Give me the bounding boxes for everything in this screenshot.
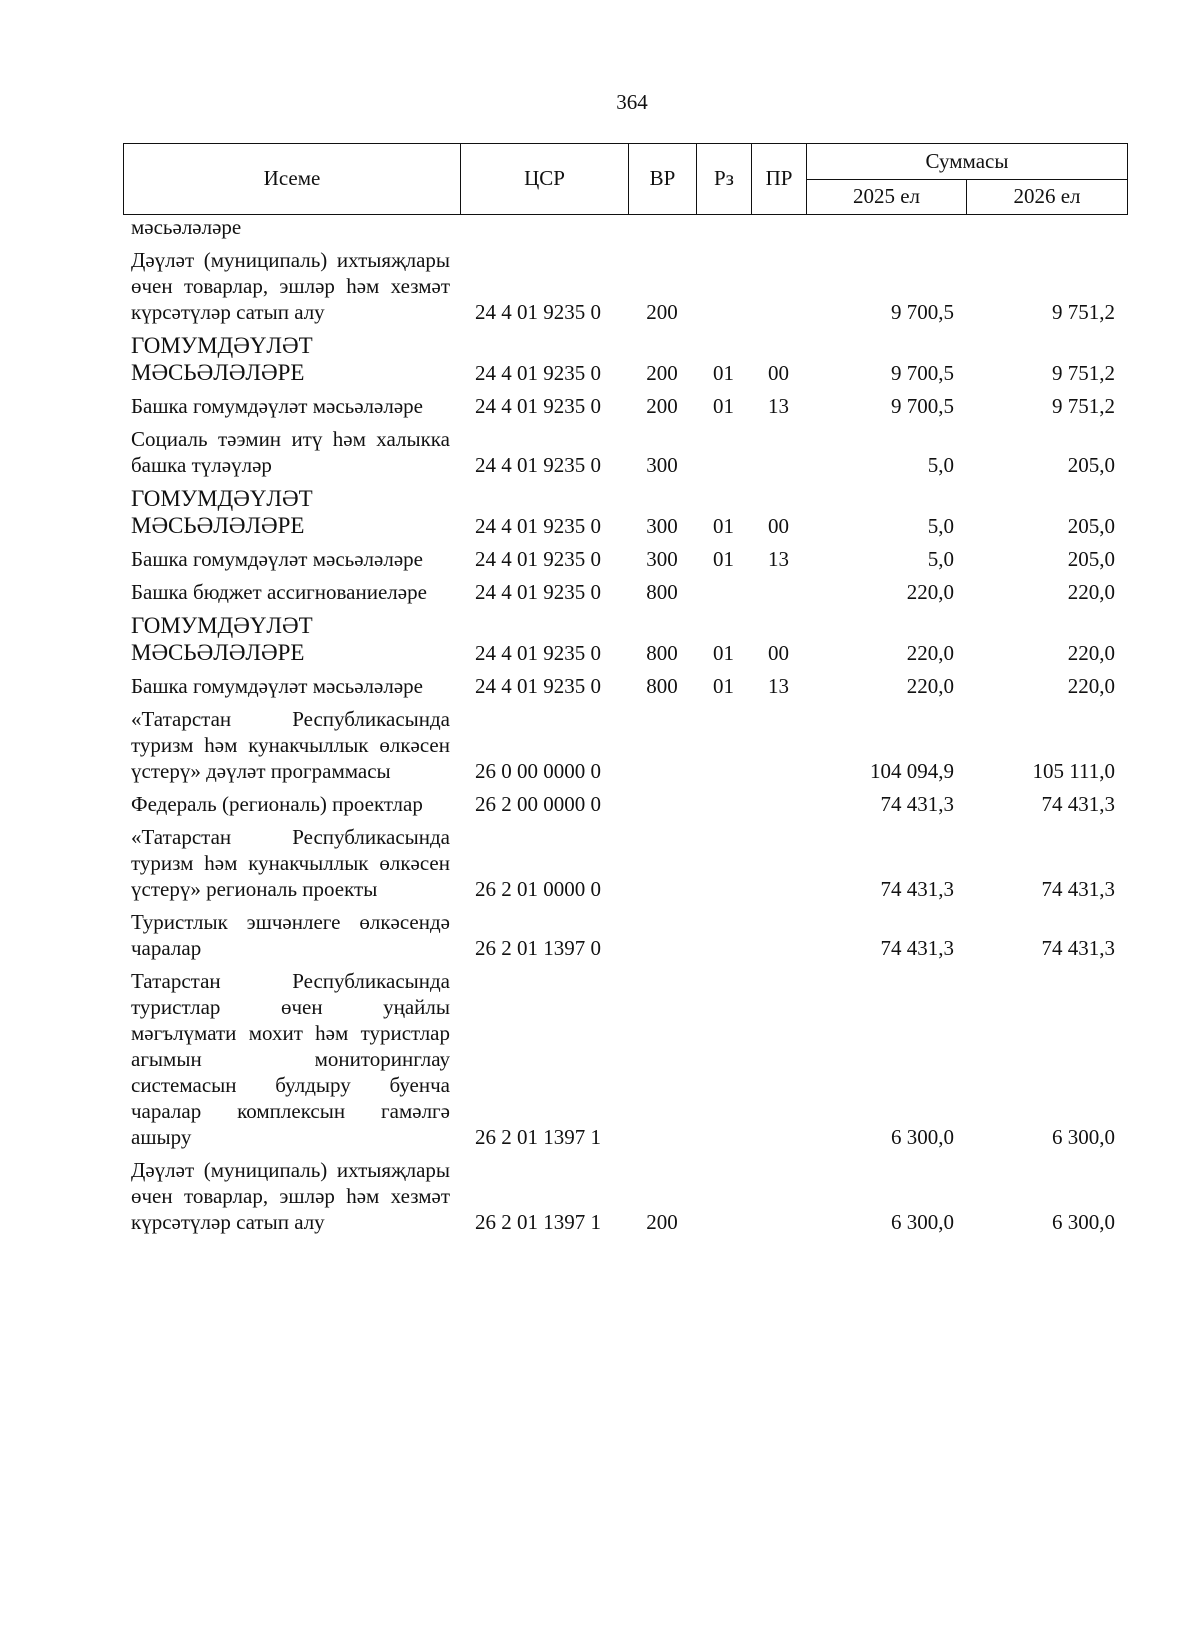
row-sum-2026: 105 111,0 bbox=[1032, 759, 1115, 783]
table-row bbox=[123, 485, 1147, 539]
row-pr-code: 00 bbox=[768, 514, 789, 538]
row-name: Башка гомумдәүләт мәсьәләләре bbox=[131, 674, 423, 698]
row-rz-code: 01 bbox=[713, 514, 734, 538]
row-csr-code: 24 4 01 9235 0 bbox=[475, 580, 601, 604]
col-header-year-2025: 2025 ел bbox=[807, 180, 967, 215]
page-number: 364 bbox=[616, 90, 648, 114]
row-vr-code: 800 bbox=[646, 580, 678, 604]
row-sum-2026: 74 431,3 bbox=[1041, 936, 1115, 960]
row-sum-2026: 205,0 bbox=[1067, 547, 1115, 571]
table-row bbox=[123, 579, 1147, 605]
row-sum-2026: 6 300,0 bbox=[1052, 1210, 1115, 1234]
row-rz-code: 01 bbox=[713, 361, 734, 385]
row-name: «Татарстан Республикасында туризм һәм кунакчыллык өлкәсен үстерү» дәүләт программасы bbox=[131, 707, 450, 783]
row-sum-2026: 205,0 bbox=[1067, 514, 1115, 538]
row-sum-2026: 6 300,0 bbox=[1052, 1125, 1115, 1149]
row-sum-2025: 220,0 bbox=[906, 580, 954, 604]
col-header-sum: Суммасы bbox=[807, 144, 1128, 180]
row-pr-code: 13 bbox=[768, 394, 789, 418]
row-rz-code: 01 bbox=[713, 674, 734, 698]
table-row bbox=[123, 673, 1147, 699]
row-sum-2026: 9 751,2 bbox=[1052, 394, 1115, 418]
row-vr-code: 300 bbox=[646, 453, 678, 477]
row-csr-code: 24 4 01 9235 0 bbox=[475, 453, 601, 477]
row-vr-code: 300 bbox=[646, 547, 678, 571]
row-sum-2025: 220,0 bbox=[906, 674, 954, 698]
row-pr-code: 13 bbox=[768, 547, 789, 571]
row-name: Татарстан Республикасында туристлар өчен уңайлы мәгълүмати мохит һәм туристлар агымын мониторинглау системасын булдыру буенча чаралар комплексын гамәлгә ашыру bbox=[131, 969, 450, 1149]
row-sum-2026: 205,0 bbox=[1067, 453, 1115, 477]
row-name: Башка гомумдәүләт мәсьәләләре bbox=[131, 394, 423, 418]
table-row bbox=[123, 824, 1147, 902]
row-vr-code: 800 bbox=[646, 674, 678, 698]
row-sum-2025: 6 300,0 bbox=[891, 1125, 954, 1149]
row-sum-2026: 9 751,2 bbox=[1052, 300, 1115, 324]
table-header bbox=[123, 143, 1128, 215]
row-csr-code: 26 2 00 0000 0 bbox=[475, 792, 601, 816]
row-name: ГОМУМДӘҮЛӘТ МӘСЬӘЛӘЛӘРЕ bbox=[131, 613, 313, 665]
row-name: Дәүләт (муниципаль) ихтыяҗлары өчен товарлар, эшләр һәм хезмәт күрсәтүләр сатып алу bbox=[131, 248, 450, 324]
col-header-pr: ПР bbox=[752, 144, 807, 215]
table-body bbox=[123, 214, 1147, 1242]
row-name: Башка гомумдәүләт мәсьәләләре bbox=[131, 547, 423, 571]
table-row bbox=[123, 332, 1147, 386]
row-rz-code: 01 bbox=[713, 547, 734, 571]
col-header-csr: ЦСР bbox=[461, 144, 629, 215]
table-row bbox=[123, 612, 1147, 666]
row-sum-2025: 5,0 bbox=[927, 453, 954, 477]
row-vr-code: 200 bbox=[646, 361, 678, 385]
row-sum-2025: 74 431,3 bbox=[880, 936, 954, 960]
col-header-name: Исеме bbox=[124, 144, 461, 215]
row-name: Туристлык эшчәнлеге өлкәсендә чаралар bbox=[131, 910, 450, 960]
row-pr-code: 00 bbox=[768, 361, 789, 385]
row-rz-code: 01 bbox=[713, 394, 734, 418]
row-csr-code: 24 4 01 9235 0 bbox=[475, 300, 601, 324]
row-vr-code: 200 bbox=[646, 394, 678, 418]
row-rz-code: 01 bbox=[713, 641, 734, 665]
row-pr-code: 00 bbox=[768, 641, 789, 665]
row-sum-2026: 74 431,3 bbox=[1041, 877, 1115, 901]
row-name: мәсьәләләре bbox=[131, 215, 242, 239]
row-sum-2025: 9 700,5 bbox=[891, 394, 954, 418]
row-name: ГОМУМДӘҮЛӘТ МӘСЬӘЛӘЛӘРЕ bbox=[131, 486, 313, 538]
row-csr-code: 24 4 01 9235 0 bbox=[475, 394, 601, 418]
row-csr-code: 26 2 01 1397 1 bbox=[475, 1125, 601, 1149]
row-sum-2025: 220,0 bbox=[906, 641, 954, 665]
table-row bbox=[123, 426, 1147, 478]
table-row bbox=[123, 968, 1147, 1150]
row-name: Дәүләт (муниципаль) ихтыяҗлары өчен товарлар, эшләр һәм хезмәт күрсәтүләр сатып алу bbox=[131, 1158, 450, 1234]
table-row bbox=[123, 393, 1147, 419]
row-sum-2026: 220,0 bbox=[1067, 580, 1115, 604]
table-row bbox=[123, 247, 1147, 325]
row-csr-code: 24 4 01 9235 0 bbox=[475, 514, 601, 538]
row-csr-code: 26 2 01 0000 0 bbox=[475, 877, 601, 901]
row-sum-2025: 104 094,9 bbox=[870, 759, 954, 783]
row-sum-2026: 220,0 bbox=[1067, 641, 1115, 665]
row-pr-code: 13 bbox=[768, 674, 789, 698]
row-sum-2025: 6 300,0 bbox=[891, 1210, 954, 1234]
col-header-rz: Рз bbox=[697, 144, 752, 215]
row-sum-2025: 5,0 bbox=[927, 547, 954, 571]
row-sum-2025: 9 700,5 bbox=[891, 300, 954, 324]
col-header-vr: ВР bbox=[629, 144, 697, 215]
row-vr-code: 300 bbox=[646, 514, 678, 538]
row-csr-code: 24 4 01 9235 0 bbox=[475, 547, 601, 571]
row-sum-2025: 9 700,5 bbox=[891, 361, 954, 385]
row-sum-2025: 74 431,3 bbox=[880, 792, 954, 816]
row-vr-code: 200 bbox=[646, 1210, 678, 1234]
row-sum-2025: 5,0 bbox=[927, 514, 954, 538]
row-sum-2026: 74 431,3 bbox=[1041, 792, 1115, 816]
table-row bbox=[123, 791, 1147, 817]
table-row bbox=[123, 909, 1147, 961]
row-csr-code: 26 2 01 1397 0 bbox=[475, 936, 601, 960]
row-sum-2025: 74 431,3 bbox=[880, 877, 954, 901]
row-name: Федераль (региональ) проектлар bbox=[131, 792, 423, 816]
table-row bbox=[123, 706, 1147, 784]
table-row bbox=[123, 1157, 1147, 1235]
table-row bbox=[123, 546, 1147, 572]
row-vr-code: 800 bbox=[646, 641, 678, 665]
row-name: «Татарстан Республикасында туризм һәм кунакчыллык өлкәсен үстерү» региональ проекты bbox=[131, 825, 450, 901]
row-name: Социаль тәэмин итү һәм халыкка башка түләүләр bbox=[131, 427, 450, 477]
row-sum-2026: 220,0 bbox=[1067, 674, 1115, 698]
row-csr-code: 24 4 01 9235 0 bbox=[475, 674, 601, 698]
row-csr-code: 24 4 01 9235 0 bbox=[475, 641, 601, 665]
row-sum-2026: 9 751,2 bbox=[1052, 361, 1115, 385]
row-vr-code: 200 bbox=[646, 300, 678, 324]
row-name: Башка бюджет ассигнованиеләре bbox=[131, 580, 427, 604]
row-csr-code: 26 2 01 1397 1 bbox=[475, 1210, 601, 1234]
row-csr-code: 24 4 01 9235 0 bbox=[475, 361, 601, 385]
col-header-year-2026: 2026 ел bbox=[967, 180, 1128, 215]
row-name: ГОМУМДӘҮЛӘТ МӘСЬӘЛӘЛӘРЕ bbox=[131, 333, 313, 385]
table-row bbox=[123, 214, 1147, 240]
row-csr-code: 26 0 00 0000 0 bbox=[475, 759, 601, 783]
